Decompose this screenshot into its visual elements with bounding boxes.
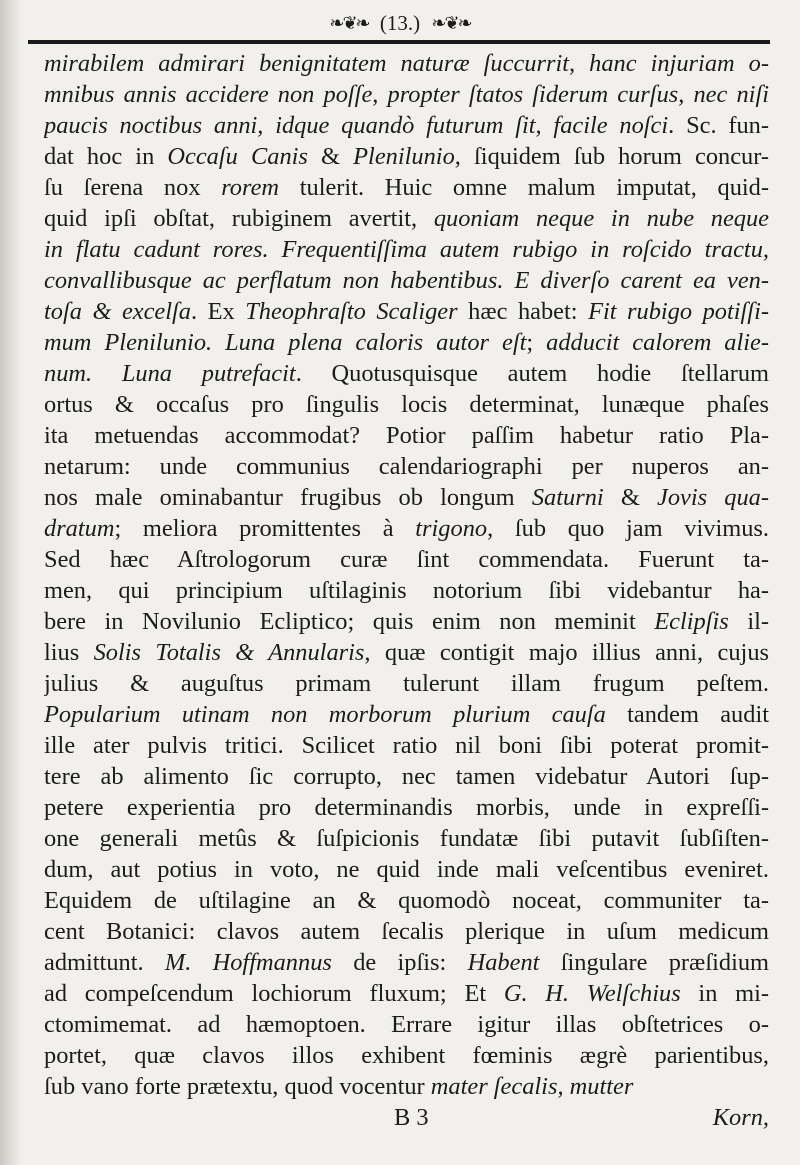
page-number: (13.) (379, 11, 421, 36)
text-line (44, 978, 769, 1009)
text-line (44, 854, 769, 885)
italic-run: paucis noctibus anni, idque quandò futurum ſit, facile noſci (44, 112, 669, 139)
text-line (44, 389, 769, 420)
text-line (44, 699, 769, 730)
roman-run: & (307, 143, 354, 170)
italic-run: num. Luna putrefacit (44, 360, 296, 387)
text-line (44, 420, 769, 451)
roman-run: ortus & occaſus pro ſingulis locis determinat, lunæque phaſes (44, 391, 769, 418)
roman-run: ad compeſcendum lochiorum fluxum; Et (44, 980, 504, 1007)
roman-run: . Ex (191, 298, 246, 325)
text-line (44, 823, 769, 854)
roman-run: . Sc. fun- (668, 112, 769, 139)
italic-run: rorem (221, 174, 280, 201)
text-line (44, 792, 769, 823)
text-line (44, 141, 769, 172)
text-line (44, 606, 769, 637)
italic-run: Habent (467, 949, 540, 976)
italic-run: Theophraſto Scaliger (245, 298, 458, 325)
roman-run: Sed hæc Aſtrologorum curæ ſint commendata. Fuerunt ta- (44, 546, 769, 573)
italic-run: toſa & excelſa (44, 298, 191, 325)
roman-run: quid ipſi obſtat, rubiginem avertit, (44, 205, 434, 232)
roman-run: netarum: unde communius calendariographi per nuperos an- (44, 453, 769, 480)
roman-run: de ipſis: (331, 949, 468, 976)
roman-run: il- (728, 608, 769, 635)
italic-run: trigono (415, 515, 488, 542)
italic-run: Eclipſis (654, 608, 729, 635)
binding-edge (0, 0, 22, 1165)
text-line (44, 265, 769, 296)
text-line (44, 172, 769, 203)
roman-run: ſub vano forte prætextu, quod vocentur (44, 1073, 431, 1100)
italic-run: Solis Totalis & Annularis (93, 639, 365, 666)
text-line (44, 482, 769, 513)
text-line (44, 48, 769, 79)
roman-run: bere in Novilunio Ecliptico; quis enim non meminit (44, 608, 655, 635)
text-line (44, 79, 769, 110)
italic-run: mum Plenilunio. Luna plena caloris autor eſt (44, 329, 527, 356)
text-line (44, 1071, 769, 1102)
text-line (44, 327, 769, 358)
roman-run: & (603, 484, 657, 511)
text-line (44, 1040, 769, 1071)
roman-run: admittunt. (44, 949, 165, 976)
text-line (44, 575, 769, 606)
italic-run: M. Hoffmannus (164, 949, 332, 976)
roman-run: nos male ominabantur frugibus ob longum (44, 484, 532, 511)
italic-run: mnibus annis accidere non poſſe, propter ſtatos ſiderum curſus, nec niſi (44, 81, 769, 108)
roman-run: ſingulare præſidium (539, 949, 769, 976)
text-line (44, 296, 769, 327)
text-line (44, 358, 769, 389)
italic-run: in flatu cadunt rores. Frequentiſſima autem rubigo in roſcido tractu, (44, 236, 769, 263)
roman-run: one generali metûs & ſuſpicionis fundatæ ſibi putavit ſubſiſten- (44, 825, 769, 852)
roman-run: ctomimemat. ad hæmoptoen. Errare igitur illas obſtetrices o- (44, 1011, 769, 1038)
roman-run: . Quotusquisque autem hodie ſtellarum (295, 360, 769, 387)
italic-run: mater ſecalis, mutter (430, 1073, 634, 1100)
roman-run: cent Botanici: clavos autem ſecalis plerique in uſum medicum (44, 918, 769, 945)
ornament-left: ❧❦❧ (329, 13, 369, 34)
text-line (44, 885, 769, 916)
italic-run: convallibusque ac perflatum non habentibus. E diverſo carent ea ven- (44, 267, 769, 294)
roman-run: lius (44, 639, 94, 666)
roman-run: hæc habet: (457, 298, 589, 325)
roman-run: petere experientia pro determinandis morbis, unde in expreſſi- (44, 794, 769, 821)
text-line (44, 730, 769, 761)
text-line (44, 637, 769, 668)
roman-run: julius & auguſtus primam tulerunt illam frugum peſtem. (44, 670, 769, 697)
italic-run: Popularium utinam non morborum plurium cauſa (44, 701, 606, 728)
roman-run: tulerit. Huic omne malum imputat, quid- (279, 174, 769, 201)
roman-run: ille ater pulvis tritici. Scilicet ratio nil boni ſibi poterat promit- (44, 732, 769, 759)
text-line (44, 916, 769, 947)
italic-run: Occaſu Canis (167, 143, 308, 170)
italic-run: Saturni (531, 484, 604, 511)
italic-run: G. H. Welſchius (503, 980, 681, 1007)
roman-run: , ſiquidem ſub horum concur- (454, 143, 769, 170)
footer-line (44, 1102, 769, 1133)
roman-run: men, qui principium uſtilaginis notorium ſibi videbantur ha- (44, 577, 769, 604)
italic-run: Fit rubigo potiſſi- (588, 298, 769, 325)
header-rule (28, 40, 770, 44)
text-line (44, 513, 769, 544)
roman-run: dat hoc in (44, 143, 168, 170)
roman-run: portet, quæ clavos illos exhibent fœminis ægrè parientibus, (44, 1042, 769, 1069)
italic-run: Jovis qua- (657, 484, 769, 511)
text-line (44, 234, 769, 265)
text-line (44, 451, 769, 482)
roman-run: , ſub quo jam vivimus. (487, 515, 769, 542)
ornament-right: ❧❦❧ (431, 13, 471, 34)
text-line (44, 668, 769, 699)
roman-run: tere ab alimento ſic corrupto, nec tamen videbatur Autori ſup- (44, 763, 769, 790)
text-line (44, 544, 769, 575)
text-line (44, 947, 769, 978)
italic-run: adducit calorem alie- (546, 329, 769, 356)
running-header (0, 6, 800, 36)
roman-run: Equidem de uſtilagine an & quomodò noceat, communiter ta- (44, 887, 769, 914)
roman-run: tandem audit (605, 701, 769, 728)
italic-run: quoniam neque in nube neque (433, 205, 769, 232)
text-line (44, 761, 769, 792)
roman-run: ſu ſerena nox (44, 174, 222, 201)
text-line (44, 110, 769, 141)
roman-run: in mi- (680, 980, 769, 1007)
italic-run: mirabilem admirari benignitatem naturæ ſuccurrit, hanc injuriam o- (44, 50, 769, 77)
text-line (44, 203, 769, 234)
roman-run: ita metuendas accommodat? Potior paſſim habetur ratio Pla- (44, 422, 769, 449)
roman-run: ; meliora promittentes à (114, 515, 416, 542)
italic-run: Plenilunio (353, 143, 455, 170)
italic-run: dratum (44, 515, 115, 542)
signature-mark: B 3 (394, 1104, 429, 1131)
roman-run: dum, aut potius in voto, ne quid inde mali veſcentibus eveniret. (44, 856, 769, 883)
roman-run: ; (526, 329, 547, 356)
roman-run: , quæ contigit majo illius anni, cujus (364, 639, 769, 666)
text-line (44, 1009, 769, 1040)
catchword: Korn, (712, 1104, 769, 1131)
body-text (44, 48, 769, 1133)
